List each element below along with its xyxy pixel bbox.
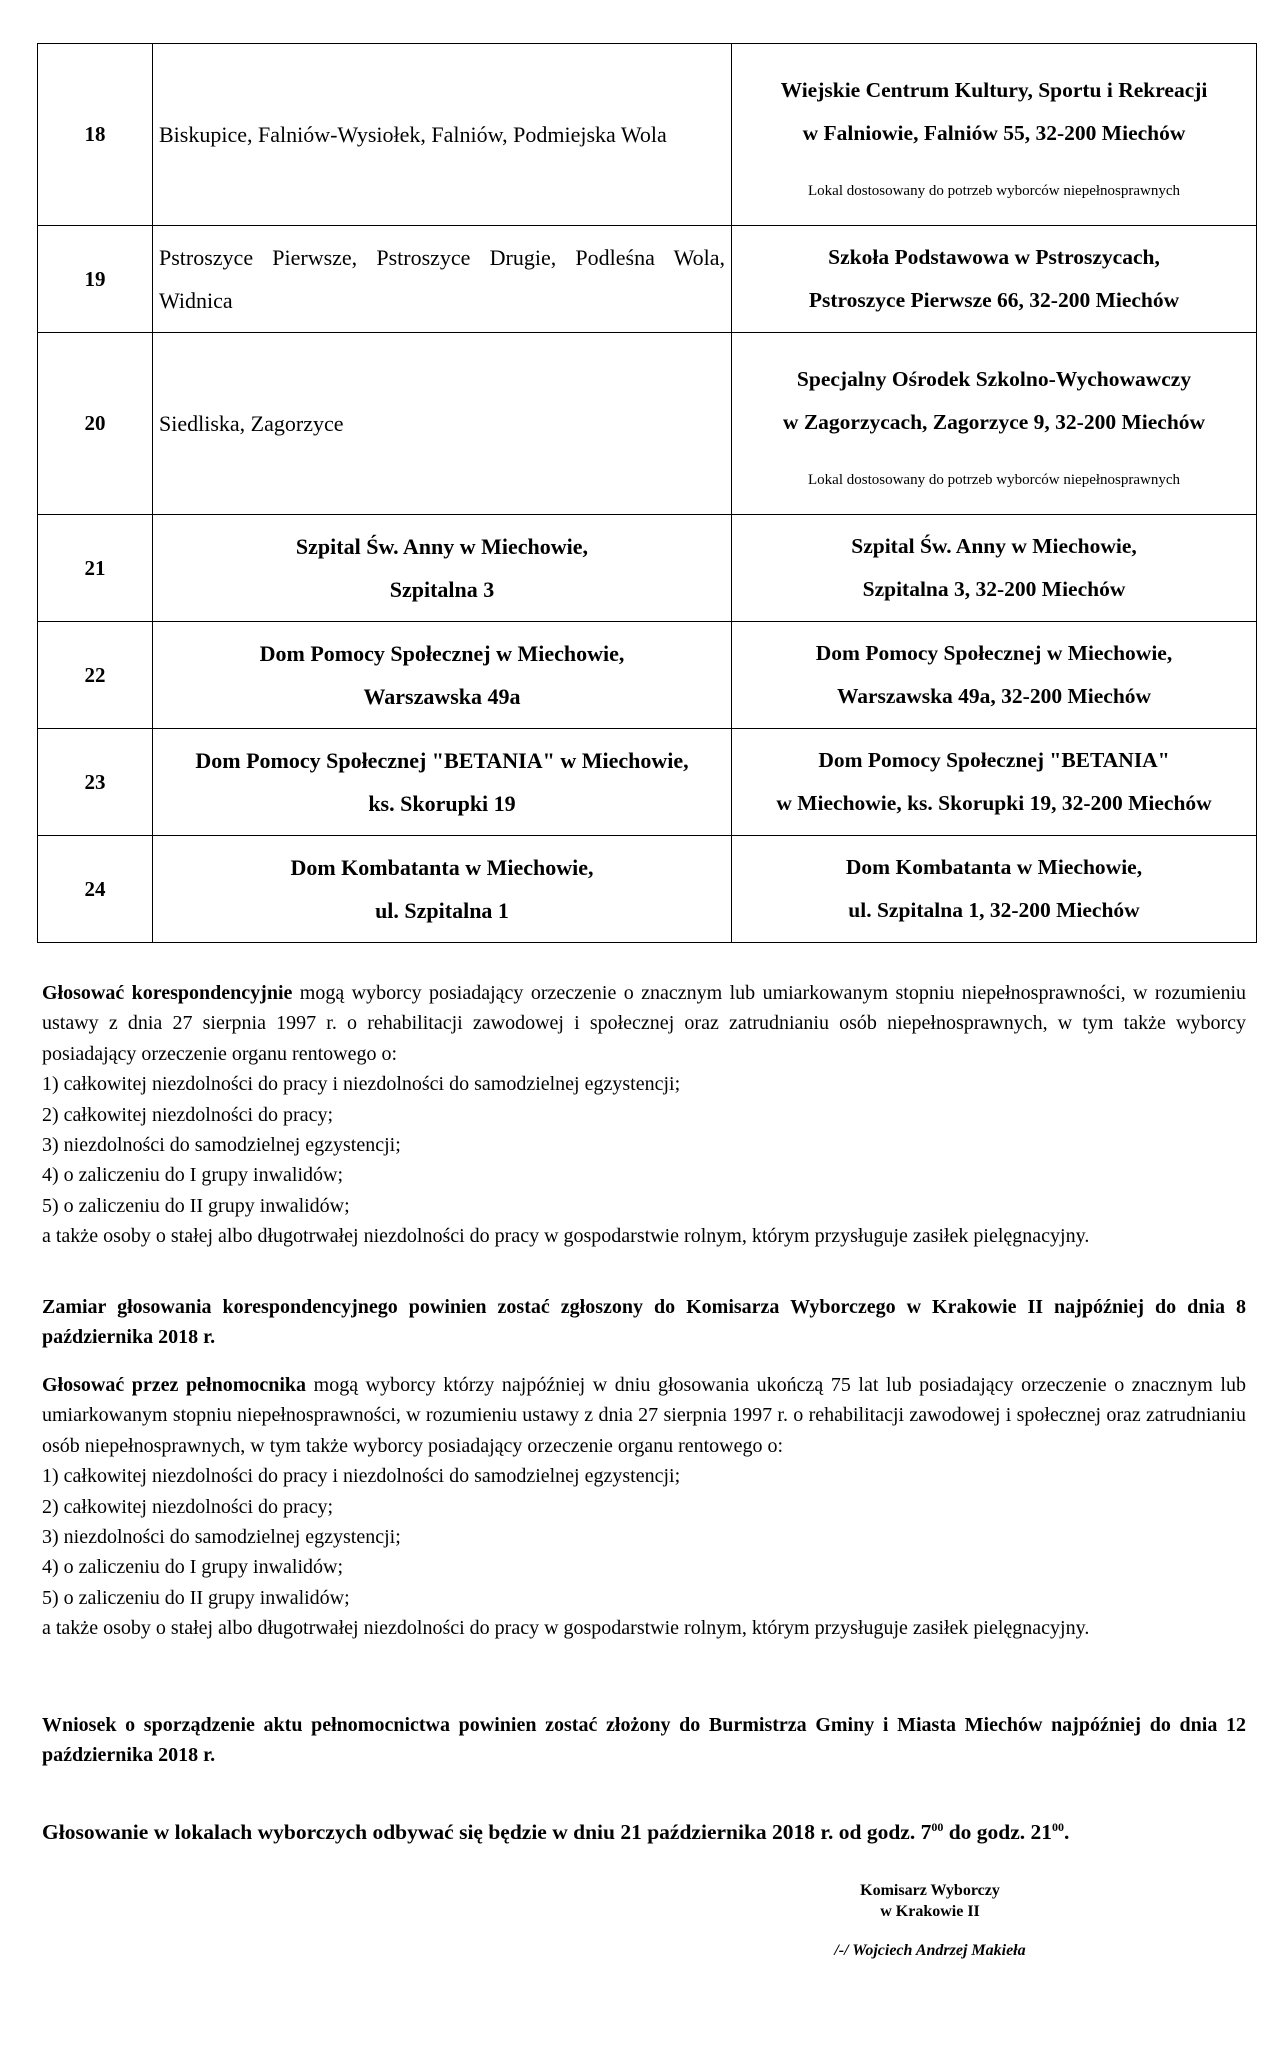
- list-item: 4) o zaliczeniu do I grupy inwalidów;: [42, 1164, 344, 1187]
- accessibility-note: Lokal dostosowany do potrzeb wyborców niepełnosprawnych: [808, 182, 1180, 199]
- location-line: w Falniowie, Falniów 55, 32-200 Miechów: [802, 120, 1186, 145]
- table-row: [38, 226, 1257, 333]
- district-number: 24: [38, 836, 153, 943]
- proxy-lead-rest: mogą wyborcy którzy najpóźniej w dniu głosowania ukończą 75 lat lub posiadający orzeczenie o znacznym lub umiarkowanym stopniu niepełnosprawności, w rozumieniu ustawy z dnia 27 sierpnia 1997 r. o rehabilitacji zawodowej i społecznej oraz zatrudnianiu osób niepełnosprawnych, w tym także wyborcy posiadający orzeczenie organu rentowego o:: [42, 1374, 1246, 1457]
- polling-location: [732, 226, 1257, 333]
- polling-district-table: [37, 43, 1257, 943]
- polling-location: [732, 44, 1257, 226]
- list-item: 5) o zaliczeniu do II grupy inwalidów;: [42, 1586, 350, 1609]
- list-item: 1) całkowitej niezdolności do pracy i niezdolności do samodzielnej egzystencji;: [42, 1073, 681, 1096]
- proxy-closing: a także osoby o stałej albo długotrwałej niezdolności do pracy w gospodarstwie rolnym, którym przysługuje zasiłek pielęgnacyjny.: [42, 1617, 1090, 1640]
- area-line: Warszawska 49a: [363, 684, 521, 709]
- district-number: 22: [38, 622, 153, 729]
- location-line: w Zagorzycach, Zagorzyce 9, 32-200 Miechów: [782, 409, 1206, 434]
- location-line: Szkoła Podstawowa w Pstroszycach,: [828, 245, 1160, 269]
- list-item: 2) całkowitej niezdolności do pracy;: [42, 1103, 334, 1126]
- signature-block: [780, 1880, 1080, 1961]
- superscript: 00: [931, 1820, 944, 1834]
- district-area: Biskupice, Falniów-Wysiołek, Falniów, Podmiejska Wola: [153, 44, 732, 226]
- district-area: [153, 622, 732, 729]
- location-line: w Miechowie, ks. Skorupki 19, 32-200 Miechów: [776, 791, 1212, 815]
- district-area: Siedliska, Zagorzyce: [153, 333, 732, 515]
- polling-location: [732, 836, 1257, 943]
- location-line: Warszawska 49a, 32-200 Miechów: [836, 684, 1152, 708]
- table-row: [38, 44, 1257, 226]
- district-area: [153, 515, 732, 622]
- district-number: 20: [38, 333, 153, 515]
- location-line: Dom Pomocy Społecznej w Miechowie,: [815, 641, 1173, 665]
- list-item: 1) całkowitej niezdolności do pracy i niezdolności do samodzielnej egzystencji;: [42, 1465, 681, 1488]
- correspondence-closing: a także osoby o stałej albo długotrwałej niezdolności do pracy w gospodarstwie rolnym, którym przysługuje zasiłek pielęgnacyjny.: [42, 1225, 1090, 1248]
- voting-hours-text: Głosowanie w lokalach wyborczych odbywać się będzie w dniu 21 października 2018 r. od godz. 7: [42, 1820, 932, 1844]
- district-number: 18: [38, 44, 153, 226]
- correspondence-voting-section: [42, 978, 1246, 1252]
- location-line: Dom Pomocy Społecznej "BETANIA": [818, 748, 1170, 772]
- correspondence-deadline: Zamiar głosowania korespondencyjnego powinien zostać zgłoszony do Komisarza Wyborczego w Krakowie II najpóźniej do dnia 8 października 2018 r.: [42, 1296, 1246, 1349]
- location-line: Szpitalna 3, 32-200 Miechów: [862, 577, 1126, 601]
- polling-location: [732, 333, 1257, 515]
- table-row: [38, 836, 1257, 943]
- district-number: 21: [38, 515, 153, 622]
- correspondence-deadline-section: [42, 1292, 1246, 1353]
- proxy-lead: Głosować przez pełnomocnika: [42, 1374, 307, 1396]
- area-line: Dom Pomocy Społecznej w Miechowie,: [259, 641, 625, 666]
- superscript: 00: [1052, 1820, 1065, 1834]
- list-item: 3) niezdolności do samodzielnej egzystencji;: [42, 1526, 401, 1549]
- table-row: [38, 729, 1257, 836]
- area-line: Szpital Św. Anny w Miechowie,: [295, 534, 589, 559]
- voting-hours-statement: [42, 1820, 1252, 1845]
- area-line: ks. Skorupki 19: [368, 791, 516, 816]
- location-line: Wiejskie Centrum Kultury, Sportu i Rekreacji: [780, 77, 1208, 102]
- correspondence-intro: [42, 978, 1246, 1069]
- district-number: 19: [38, 226, 153, 333]
- table-row: [38, 333, 1257, 515]
- district-area: [153, 729, 732, 836]
- location-line: Pstroszyce Pierwsze 66, 32-200 Miechów: [808, 288, 1180, 312]
- area-line: Dom Pomocy Społecznej "BETANIA" w Miechowie,: [195, 748, 689, 773]
- area-line: Dom Kombatanta w Miechowie,: [290, 855, 594, 880]
- table-row: [38, 515, 1257, 622]
- list-item: 3) niezdolności do samodzielnej egzystencji;: [42, 1134, 401, 1157]
- signatory-name: /-/ Wojciech Andrzej Makieła: [834, 1942, 1026, 1959]
- district-number: 23: [38, 729, 153, 836]
- proxy-voting-section: [42, 1370, 1246, 1644]
- polling-location: [732, 729, 1257, 836]
- polling-location: [732, 622, 1257, 729]
- proxy-deadline-section: [42, 1710, 1246, 1771]
- voting-hours-text: do godz. 21: [943, 1820, 1053, 1844]
- district-area: Pstroszyce Pierwsze, Pstroszyce Drugie, Podleśna Wola, Widnica: [153, 226, 732, 333]
- proxy-deadline: Wniosek o sporządzenie aktu pełnomocnictwa powinien zostać złożony do Burmistrza Gminy i Miasta Miechów najpóźniej do dnia 12 października 2018 r.: [42, 1714, 1246, 1767]
- location-line: ul. Szpitalna 1, 32-200 Miechów: [848, 898, 1140, 922]
- list-item: 4) o zaliczeniu do I grupy inwalidów;: [42, 1556, 344, 1579]
- location-line: Specjalny Ośrodek Szkolno-Wychowawczy: [796, 366, 1192, 391]
- polling-location: [732, 515, 1257, 622]
- correspondence-lead-rest: mogą wyborcy posiadający orzeczenie o znacznym lub umiarkowanym stopniu niepełnosprawności, w rozumieniu ustawy z dnia 27 sierpnia 1997 r. o rehabilitacji zawodowej i społecznej oraz zatrudnianiu osób niepełnosprawnych, w tym także wyborcy posiadający orzeczenie organu rentowego o:: [42, 982, 1246, 1065]
- area-line: Szpitalna 3: [389, 577, 495, 602]
- location-line: Szpital Św. Anny w Miechowie,: [851, 534, 1137, 558]
- list-item: 5) o zaliczeniu do II grupy inwalidów;: [42, 1194, 350, 1217]
- voting-hours-text: .: [1064, 1820, 1070, 1844]
- district-area: [153, 836, 732, 943]
- signatory-title: Komisarz Wyborczy: [860, 1882, 1000, 1899]
- signatory-office: w Krakowie II: [880, 1903, 980, 1920]
- table-row: [38, 622, 1257, 729]
- list-item: 2) całkowitej niezdolności do pracy;: [42, 1495, 334, 1518]
- location-line: Dom Kombatanta w Miechowie,: [845, 855, 1143, 879]
- proxy-intro: [42, 1370, 1246, 1461]
- correspondence-lead: Głosować korespondencyjnie: [42, 982, 293, 1004]
- accessibility-note: Lokal dostosowany do potrzeb wyborców niepełnosprawnych: [808, 471, 1180, 488]
- area-line: ul. Szpitalna 1: [375, 898, 509, 923]
